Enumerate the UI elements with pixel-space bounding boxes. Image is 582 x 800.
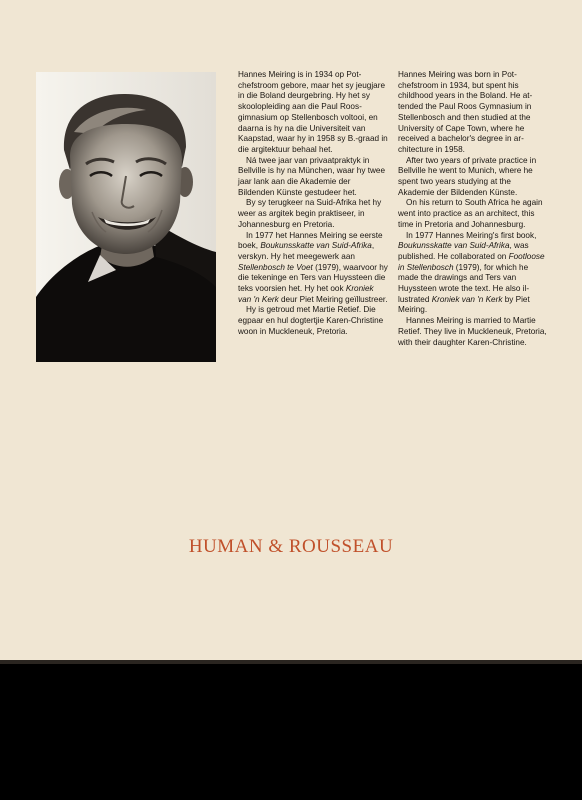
bio-text: In 1977 het Hannes Meiring se eerste boek, [238,230,383,251]
bio-paragraph [398,316,548,348]
bio-text: by Piet Meiring. [398,294,530,315]
author-photo [36,72,216,362]
bio-text: After two years of private practice in Bellville he went to Munich, where he spent two years studying at the Akademie der Bildenden Künste. [398,155,537,197]
author-portrait-icon [36,72,216,362]
bio-text: (1979), waarvoor hy die tekeninge en Ters van Huyssteen die teks voorsien het. Hy het ook [238,262,388,294]
bio-text: Hy is getroud met Martie Retief. Die egpaar en hul dogtertjie Karen-Christine woon in Muckleneuk, Pretoria. [238,305,384,336]
bio-text: Hannes Meiring is married to Martie Retief. They live in Muckleneuk, Pretoria, with their daughter Karen-Christine. [398,316,547,347]
book-title: Kroniek van 'n Kerk [238,284,374,304]
book-title: Stellenbosch te Voet [238,262,313,272]
bio-text: Hannes Meiring is in 1934 op Potchefstroom gebore, maar het sy jeugjare in die Boland deurgebring. Hy het sy skoolopleiding aan die Paul Roos-gimnasium op Stellenbosch voltooi, en daarna is hy na die Universiteit van Kaapstad, waar hy in 1958 sy B.-graad in die argitektuur behaal het. [238,70,388,154]
bio-paragraph [238,70,388,156]
bio-text: , was published. He collaborated on [398,241,529,261]
bio-text: Ná twee jaar van privaatpraktyk in Bellville is hy na München, waar hy twee jaar lank aan die Akademie der Bildenden Künste gestudeer het. [238,155,385,197]
bio-paragraph [398,231,548,317]
bio-paragraph [398,70,548,156]
bio-text: (1979), for which he made the drawings and Ters van Huyssteen wrote the text. He also illustrated [398,262,530,304]
bio-paragraph [238,198,388,230]
publisher-name: HUMAN & ROUSSEAU [188,536,394,557]
bio-text: Hannes Meiring was born in Potchefstroom in 1934, but spent his childhood years in the Boland. He attended the Paul Roos Gymnasium in Stellenbosch and then studied at the University of Cape Town, where he received a bachelor's degree in architecture in 1958. [398,70,533,154]
bio-text: In 1977 Hannes Meiring's first book, [406,230,537,240]
bio-paragraph [398,198,548,230]
book-title: Footloose in Stellenbosch [398,251,545,272]
bio-paragraph [398,156,548,199]
biography-afrikaans [238,70,388,338]
biography-english [398,70,548,348]
bio-text: By sy terugkeer na Suid-Afrika het hy weer as argitek begin praktiseer, in Johannesburg en Pretoria. [238,198,382,229]
page-bottom-edge [0,660,582,664]
book-title: Boukunsskatte van Suid-Afrika [260,241,372,251]
bio-paragraph [238,156,388,199]
bio-text: deur Piet Meiring geïllustreer. [278,294,388,304]
bio-text: , verskyn. Hy het meegewerk aan [238,241,375,261]
book-title: Boukunsskatte van Suid-Afrika [398,241,510,251]
bio-text: On his return to South Africa he again went into practice as an architect, this time in Pretoria and Johannesburg. [398,198,543,229]
book-title: Kroniek van 'n Kerk [431,294,503,304]
bio-paragraph [238,305,388,337]
bio-paragraph [238,231,388,306]
